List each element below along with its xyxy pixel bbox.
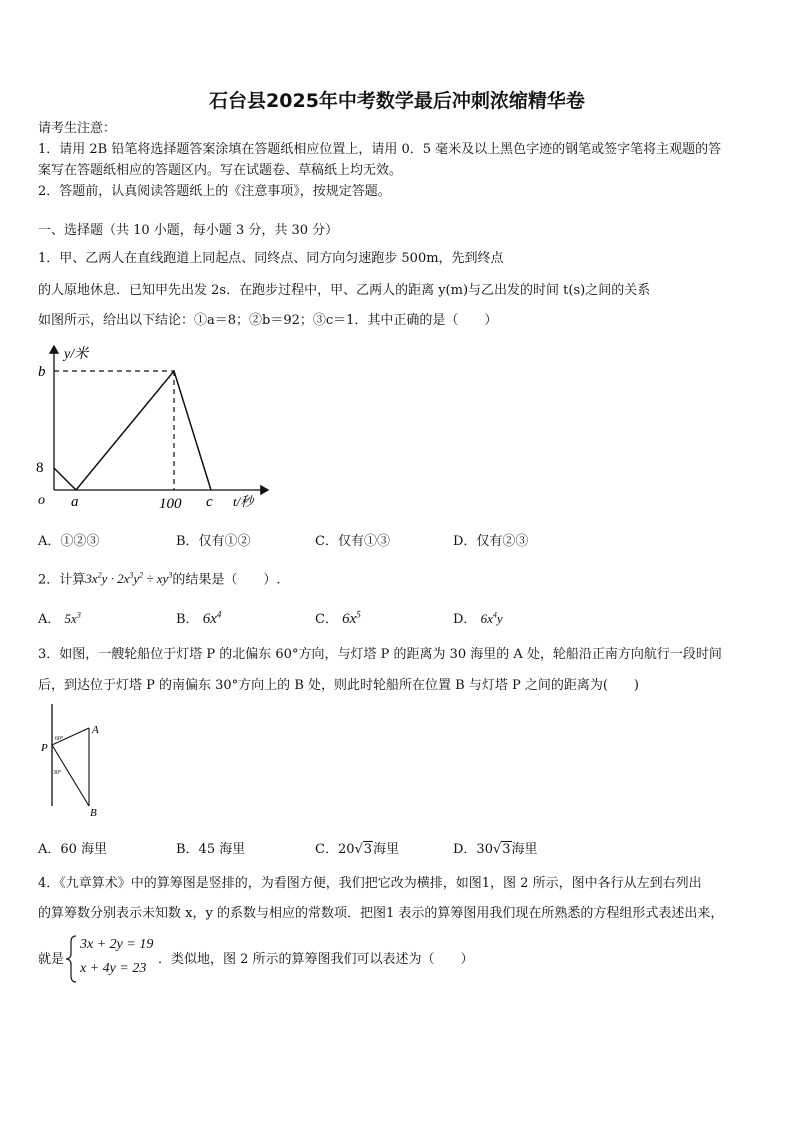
notice-item2: 2．答题前，认真阅读答题纸上的《注意事项》，按规定答题。	[38, 184, 391, 199]
q2-option-c: C． $6x^5$	[315, 609, 361, 627]
point-b-label: B	[90, 807, 97, 819]
q4-line2: 的算筹数分别表示未知数 x，y 的系数与相应的常数项．把图1 表示的算筹图用我们现在所熟悉的方程组形式表述出来，	[38, 906, 724, 921]
q2-stem	[38, 567, 280, 589]
page-title: 石台县2025年中考数学最后冲刺浓缩精华卷	[209, 90, 585, 112]
q4-line1: 4．《九章算术》中的算筹图是竖排的，为看图方便，我们把它改为横排，如图1，图 2 所示，图中各行从左到右列出	[38, 876, 702, 891]
q2-option-a: A． $5x^3$	[38, 610, 81, 627]
notice-heading: 请考生注意：	[38, 121, 117, 136]
label-100: 100	[159, 496, 182, 512]
label-origin: o	[38, 493, 45, 508]
q1-line3: 如图所示，给出以下结论：①a＝8；②b＝92；③c＝1．其中正确的是（ ）	[38, 313, 498, 328]
q3-line1: 3．如图，一艘轮船位于灯塔 P 的北偏东 60°方向，与灯塔 P 的距离为 30 海里的 A 处，轮船沿正南方向航行一段时间	[38, 647, 722, 662]
q2-option-d: D． $6x^4y$	[453, 610, 503, 627]
q3-option-c: C．20√3海里	[315, 842, 400, 857]
q1-line1: 1．甲、乙两人在直线跑道上同起点、同终点、同方向匀速跑步 500m，先到终点	[38, 251, 504, 266]
notice-item1-line2: 案写在答题纸相应的答题区内。写在试题卷、草稿纸上均无效。	[38, 163, 403, 178]
q3-option-a: A．60 海里	[38, 842, 108, 857]
q4-suffix: ．类似地，图 2 所示的算筹图我们可以表述为（ ）	[158, 952, 474, 967]
q1-option-a: A．①②③	[38, 534, 100, 549]
equation-2: x + 4y = 23	[80, 961, 147, 976]
section-heading: 一、选择题（共 10 小题，每小题 3 分，共 30 分）	[38, 223, 339, 238]
q3-line2: 后，到达位于灯塔 P 的南偏东 30°方向上的 B 处，则此时轮船所在位置 B 与灯塔 P 之间的距离为( )	[38, 678, 639, 693]
q2-expression: $3x^2y \cdot 2x^3y^2 \div xy^3$	[85, 571, 173, 587]
angle-30-label: 30°	[53, 770, 62, 776]
q1-line2: 的人原地休息．已知甲先出发 2s．在跑步过程中，甲、乙两人的距离 y(m)与乙出发的时间 t(s)之间的关系	[38, 283, 651, 298]
q1-option-b: B．仅有①②	[176, 534, 251, 549]
label-b: b	[38, 364, 46, 380]
equation-1: 3x + 2y = 19	[80, 937, 154, 952]
equation-system-brace	[64, 934, 78, 984]
label-c: c	[206, 494, 213, 510]
q3-figure	[38, 702, 118, 820]
label-8: 8	[36, 460, 44, 476]
q1-option-d: D．仅有②③	[453, 534, 529, 549]
q3-option-d: D．30√3海里	[453, 842, 538, 857]
point-p-label: P	[41, 742, 48, 754]
q1-option-c: C．仅有①③	[315, 534, 390, 549]
q1-graph	[28, 340, 278, 515]
y-axis-label: y/米	[64, 347, 89, 362]
q2-option-b: B． $6x^4$	[176, 609, 222, 627]
angle-60-label: 60°	[55, 736, 64, 742]
point-a-label: A	[92, 724, 99, 736]
q2-prefix: 2．计算	[38, 572, 86, 588]
distance-curve	[54, 371, 211, 490]
x-axis-label: t/秒	[233, 494, 254, 509]
q3-option-b: B．45 海里	[176, 842, 246, 857]
label-a: a	[71, 494, 79, 510]
q2-suffix: 的结果是（ ）.	[172, 572, 281, 588]
q4-prefix: 就是	[38, 952, 65, 967]
notice-item1-line1: 1．请用 2B 铅笔将选择题答案涂填在答题纸相应位置上，请用 0．5 毫米及以上黑色字迹的钢笔或签字笔将主观题的答	[38, 142, 722, 157]
